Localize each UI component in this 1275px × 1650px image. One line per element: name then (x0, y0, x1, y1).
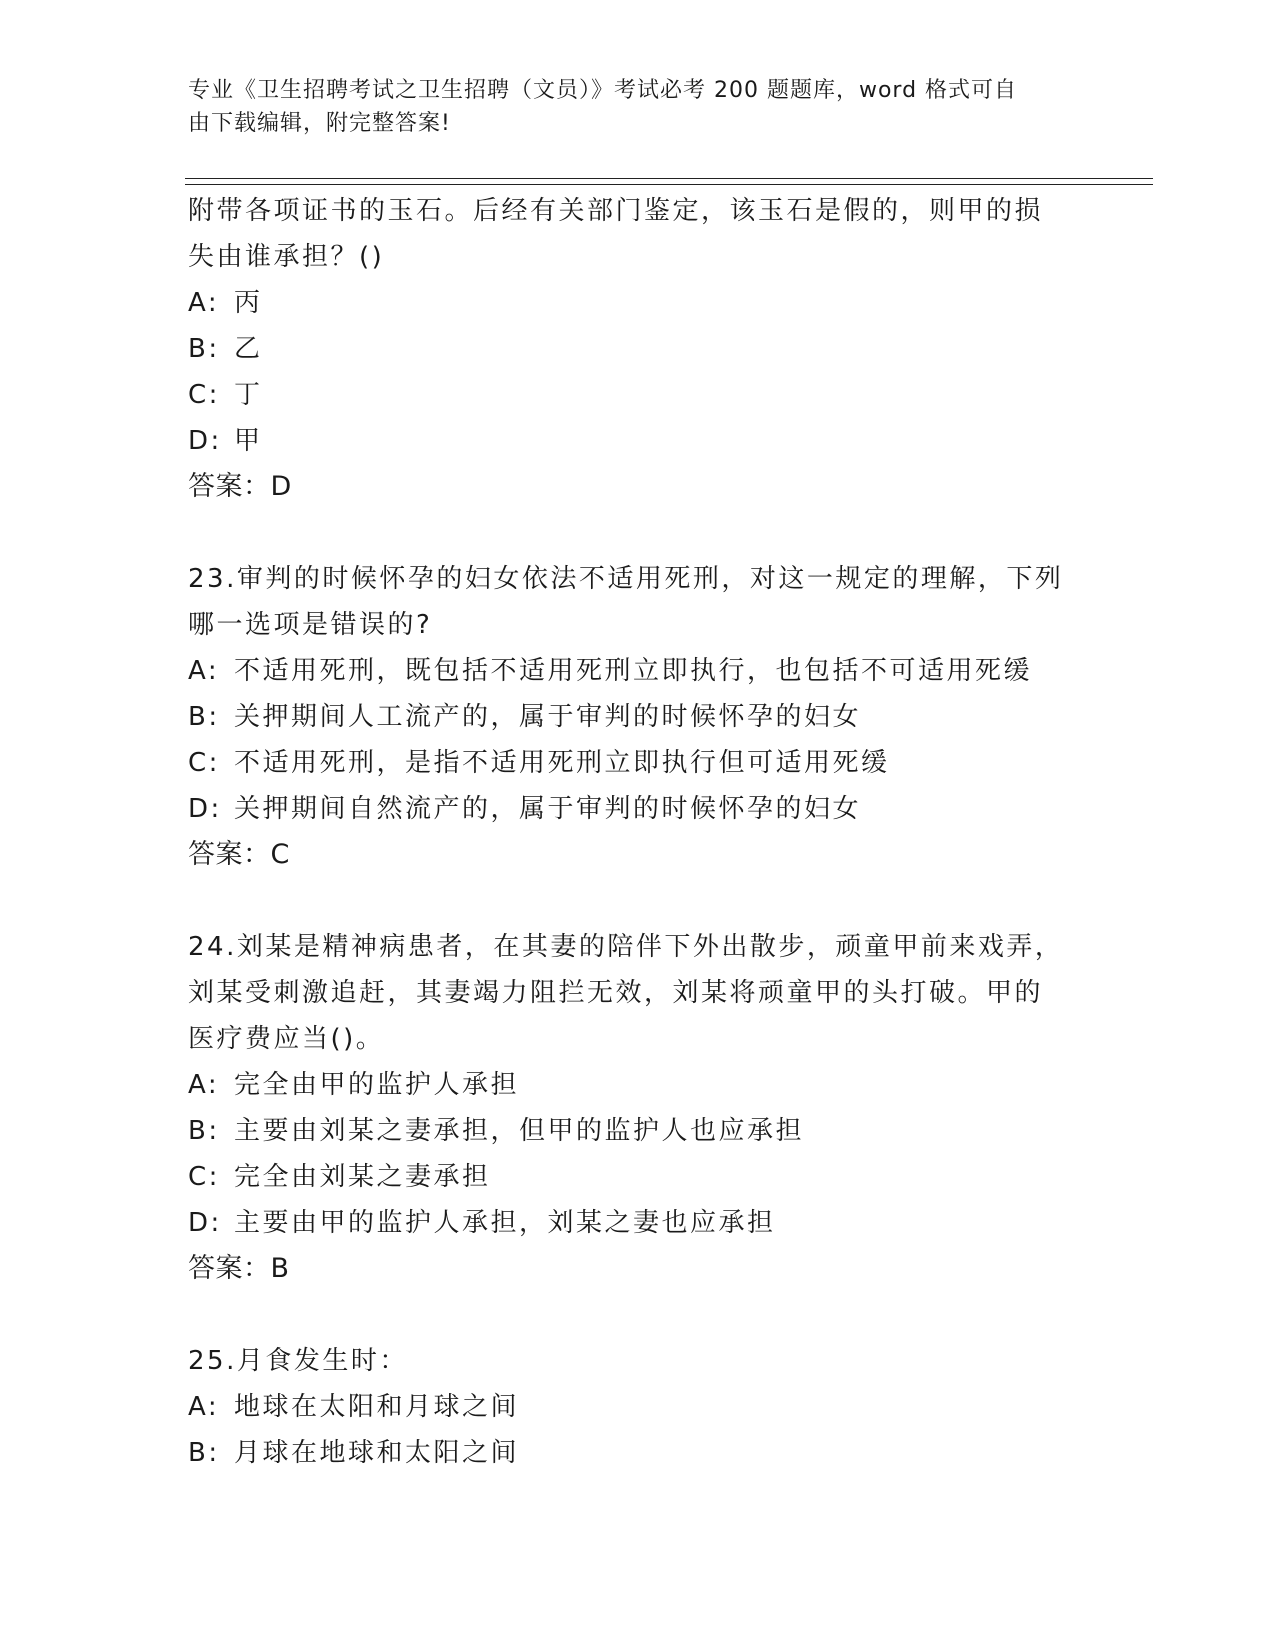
option-text: 甲 (234, 426, 263, 456)
spacer (188, 878, 1088, 924)
option-text: 地球在太阳和月球之间 (234, 1392, 520, 1422)
spacer (188, 1292, 1088, 1338)
option-a (188, 1384, 1088, 1430)
option-text: 乙 (234, 334, 263, 364)
option-a (188, 280, 1088, 326)
option-label: A: (188, 1392, 220, 1422)
header-title-line-2: 由下载编辑，附完整答案! (188, 111, 451, 136)
option-label: D: (188, 794, 222, 824)
option-text: 完全由刘某之妻承担 (234, 1162, 491, 1192)
answer-line: 答案：C (188, 839, 290, 870)
header-divider-bottom (185, 184, 1153, 185)
option-text: 关押期间人工流产的，属于审判的时候怀孕的妇女 (234, 702, 862, 732)
option-text: 完全由甲的监护人承担 (234, 1070, 520, 1100)
option-label: B: (188, 334, 220, 364)
option-text: 不适用死刑，是指不适用死刑立即执行但可适用死缓 (234, 748, 890, 778)
question-stem-line: 24.刘某是精神病患者，在其妻的陪伴下外出散步，顽童甲前来戏弄， (188, 932, 1064, 962)
option-d (188, 1200, 1088, 1246)
option-label: B: (188, 702, 220, 732)
option-a (188, 648, 1088, 694)
option-label: C: (188, 748, 220, 778)
option-label: D: (188, 1208, 222, 1238)
option-a (188, 1062, 1088, 1108)
option-text: 丁 (234, 380, 263, 410)
option-d (188, 786, 1088, 832)
answer-line: 答案：D (188, 471, 292, 502)
option-c (188, 1154, 1088, 1200)
option-c (188, 372, 1088, 418)
option-text: 月球在地球和太阳之间 (234, 1438, 520, 1468)
option-d (188, 418, 1088, 464)
option-c (188, 740, 1088, 786)
option-b (188, 326, 1088, 372)
answer-line: 答案：B (188, 1253, 290, 1284)
document-header (188, 74, 1068, 140)
spacer (188, 510, 1088, 556)
question-stem-line: 哪一选项是错误的? (188, 610, 433, 640)
option-text: 主要由刘某之妻承担，但甲的监护人也应承担 (234, 1116, 805, 1146)
question-stem-line: 附带各项证书的玉石。后经有关部门鉴定，该玉石是假的，则甲的损 (188, 196, 1044, 226)
option-label: C: (188, 380, 220, 410)
question-stem-line: 失由谁承担？() (188, 242, 385, 272)
option-b (188, 1108, 1088, 1154)
question-24 (188, 924, 1088, 1292)
question-stem-line: 25.月食发生时： (188, 1346, 408, 1376)
question-stem-line: 23.审判的时候怀孕的妇女依法不适用死刑，对这一规定的理解，下列 (188, 564, 1064, 594)
question-stem-line: 医疗费应当()。 (188, 1024, 385, 1054)
header-title-line-1: 专业《卫生招聘考试之卫生招聘（文员）》考试必考 200 题题库，word 格式可自 (188, 78, 1018, 103)
option-text: 主要由甲的监护人承担，刘某之妻也应承担 (234, 1208, 776, 1238)
option-label: A: (188, 1070, 220, 1100)
question-stem-line: 刘某受刺激追赶，其妻竭力阻拦无效，刘某将顽童甲的头打破。甲的 (188, 978, 1044, 1008)
option-label: B: (188, 1438, 220, 1468)
option-text: 关押期间自然流产的，属于审判的时候怀孕的妇女 (234, 794, 862, 824)
option-text: 不适用死刑，既包括不适用死刑立即执行，也包括不可适用死缓 (234, 656, 1033, 686)
option-label: A: (188, 288, 220, 318)
header-divider-top (185, 178, 1153, 179)
question-25 (188, 1338, 1088, 1476)
question-list (188, 188, 1088, 1476)
option-b (188, 694, 1088, 740)
option-text: 丙 (234, 288, 263, 318)
option-label: B: (188, 1116, 220, 1146)
option-label: A: (188, 656, 220, 686)
option-b (188, 1430, 1088, 1476)
question-22 (188, 188, 1088, 510)
option-label: C: (188, 1162, 220, 1192)
question-23 (188, 556, 1088, 878)
option-label: D: (188, 426, 222, 456)
